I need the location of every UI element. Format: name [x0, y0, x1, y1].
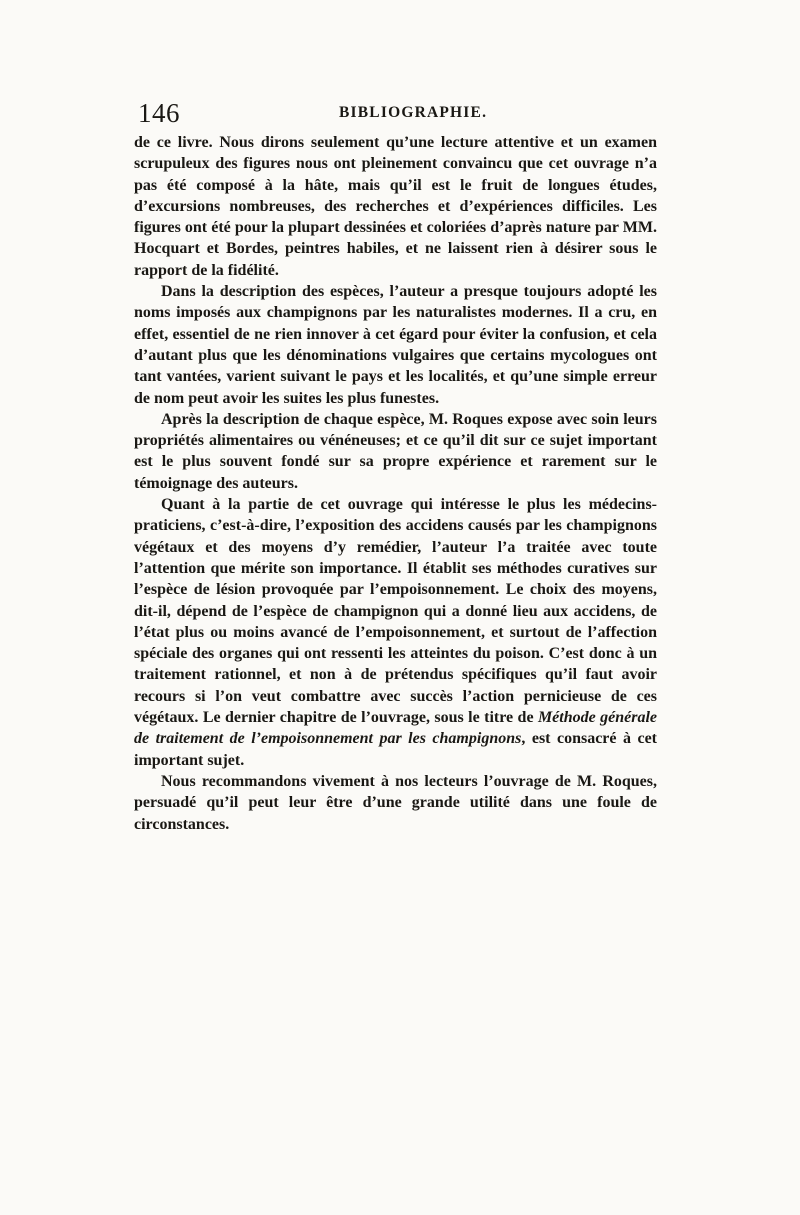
- page-header: [134, 96, 658, 130]
- paragraph-continued: de ce livre. Nous dirons seulement qu’une lecture attentive et un examen scrupuleux des figures nous ont pleinement convaincu que cet ouvrage n’a pas été composé à la hâte, mais qu’il est le fruit de longues études, d’excursions nombreuses, des recherches et d’expériences difficiles. Les figures ont été pour la plupart dessinées et coloriées d’après nature par MM. Hocquart et Bordes, peintres habiles, et ne laissent rien à désirer sous le rapport de la fidélité.: [134, 134, 657, 279]
- paragraph-properties: Après la description de chaque espèce, M. Roques expose avec soin leurs propriétés alimentaires ou vénéneuses; et ce qu’il dit sur ce sujet important est le plus souvent fondé sur sa propre expérience et rarement sur le témoignage des auteurs.: [134, 410, 657, 492]
- paragraph-treatment: [134, 494, 657, 771]
- chapter-title-italic: Méthode générale de traitement de l’empoisonnement par les champignons: [134, 709, 658, 748]
- body-text: [134, 132, 657, 835]
- paragraph-species-description: Dans la description des espèces, l’auteur a presque toujours adopté les noms imposés aux champignons par les naturalistes modernes. Il a cru, en effet, essentiel de ne rien innover à cet égard pour éviter la confusion, et cela d’autant plus que les dénominations vulgaires que certains mycologues ont tant vantées, varient suivant le pays et les localités, et qu’une simple erreur de nom peut avoir les suites les plus funestes.: [134, 283, 657, 407]
- page-number: 146: [138, 98, 180, 128]
- paragraph-treatment-end: , est consacré à cet important sujet.: [134, 730, 658, 769]
- paragraph-recommendation: Nous recommandons vivement à nos lecteurs l’ouvrage de M. Roques, persuadé qu’il peut leur être d’une grande utilité dans une foule de circonstances.: [134, 772, 657, 833]
- paragraph-treatment-text: Quant à la partie de cet ouvrage qui intéresse le plus les médecins-praticiens, c’est-à-dire, l’exposition des accidens causés par les champignons végétaux et des moyens d’y remédier, l’auteur l’a traitée avec toute l’attention que mérite son importance. Il établit ses méthodes curatives sur l’espèce de lésion provoquée par l’empoisonnement. Le choix des moyens, dit-il, dépend de l’espèce de champignon qui a donné lieu aux accidens, de l’état plus ou moins avancé de l’empoisonnement, et surtout de l’affection spéciale des organes qui ont ressenti les atteintes du poison. C’est donc à un traitement rationnel, et non à de prétendus spécifiques qu’il faut avoir recours si l’on veut combattre avec succès l’action pernicieuse de ces végétaux. Le dernier chapitre de l’ouvrage, sous le titre de: [134, 496, 657, 727]
- running-head: BIBLIOGRAPHIE.: [339, 104, 488, 121]
